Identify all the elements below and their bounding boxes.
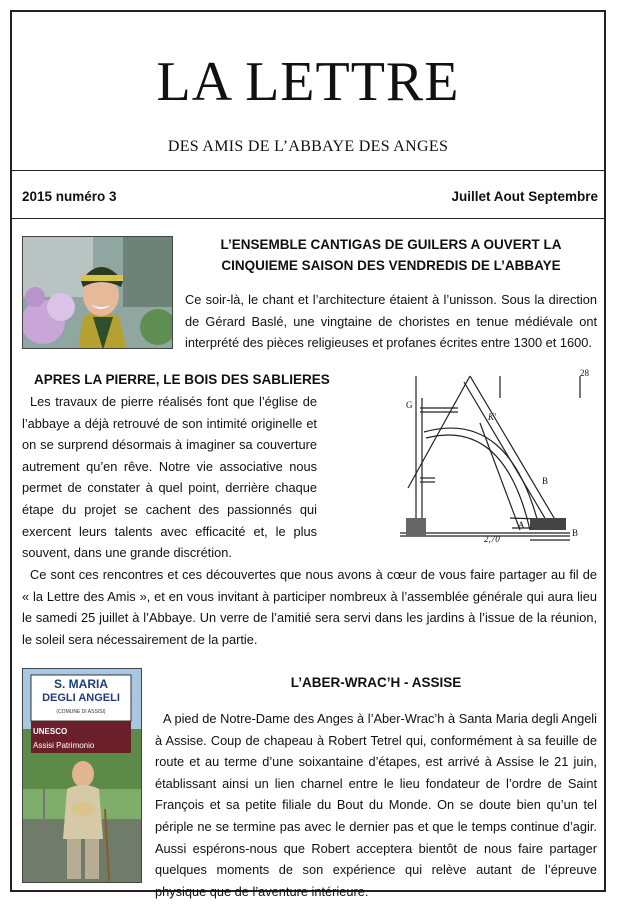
article1-headline xyxy=(185,234,597,276)
drawing-label-b2: B xyxy=(572,528,579,538)
masthead xyxy=(10,10,606,170)
article2-body2: Ce sont ces rencontres et ces découvertes que nous avons à cœur de vous faire partager au fil de « la Lettre des Amis », et en vous invitant à participer nombreux à l’assemblée générale qui aura lieu le samedi 25 juillet à l’Abbaye. Un verre de l’amitié sera servi dans les jardins à l’issue de la réunion, le soleil sera nécessairement de la partie. xyxy=(22,567,597,647)
article2-headline: APRES LA PIERRE, LE BOIS DES SABLIERES xyxy=(34,372,330,387)
sign-line3: (COMUNE DI ASSISI) xyxy=(56,709,106,715)
article2-body: Les travaux de pierre réalisés font que l’église de l’abbaye a déjà retrouvé de son intimité originelle et on se surprend désormais à imaginer sa couverture autrement qu’en rêve. Notre vie associative nous permet de constater à quel point, derrière chaque étape du projet se cachent des passionnés qui exercent leurs talents avec efficacité et, le plus souvent, dans une grande discrétion. xyxy=(22,394,317,561)
drawing-label-g: G xyxy=(406,400,413,410)
issue-period: Juillet Aout Septembre xyxy=(451,189,598,204)
newsletter-subtitle: DES AMIS DE L’ABBAYE DES ANGES xyxy=(167,138,449,155)
sign-patrimonio: Assisi Patrimonio xyxy=(33,741,95,750)
article3-body: A pied de Notre-Dame des Anges à l’Aber-Wrac’h à Santa Maria degli Angeli à Assise. Coup de chapeau à Robert Tetrel qui, conformément à sa feuille de route et au terme d’une soixantaine d’étapes, est arrivé à Assise le 21 juin, établissant ainsi un lien charnel entre le lieu fondateur de l’ordre de Saint François et sa petite filiale du Bout du Monde. On se doute bien qu’un tel périple ne se termine pas avec le dernier pas et que le temps continue d’agir. Aussi espérons-nous que Robert acceptera bientôt de nous faire partager quelques moments de son expérience qui relève autant de l’épreuve physique que de l’aventure intérieure. xyxy=(155,711,597,899)
masthead-divider xyxy=(12,170,604,171)
pilgrim-photo xyxy=(22,668,142,883)
singer-photo xyxy=(22,236,173,349)
sign-line1: S. MARIA xyxy=(54,677,108,691)
roof-truss-drawing xyxy=(380,368,600,546)
sign-unesco: UNESCO xyxy=(33,727,68,736)
article1-body: Ce soir-là, le chant et l’architecture étaient à l’unisson. Sous la direction de Gérard Baslé, une vingtaine de choristes en tenue médiévale ont interprété des pièces religieuses et profanes écrites entre 1300 et 1600. xyxy=(185,292,597,351)
drawing-label-a: A xyxy=(518,520,525,530)
drawing-label-b: B xyxy=(542,476,549,486)
sign-line2: DEGLI ANGELI xyxy=(42,692,120,704)
issue-number: 2015 numéro 3 xyxy=(22,189,117,204)
article1-headline-line1: L’ENSEMBLE CANTIGAS DE GUILERS A OUVERT LA xyxy=(220,237,562,252)
drawing-page-number: 28 xyxy=(580,368,589,378)
newsletter-title: LA LETTRE xyxy=(156,51,460,113)
article1-headline-line2: CINQUIEME SAISON DES VENDREDIS DE L’ABBAYE xyxy=(221,258,561,273)
drawing-dimension: 2,70 xyxy=(484,534,500,544)
article3-headline: L’ABER-WRAC’H - ASSISE xyxy=(290,675,462,690)
issue-divider xyxy=(12,218,604,219)
drawing-label-k: K' xyxy=(488,412,496,422)
